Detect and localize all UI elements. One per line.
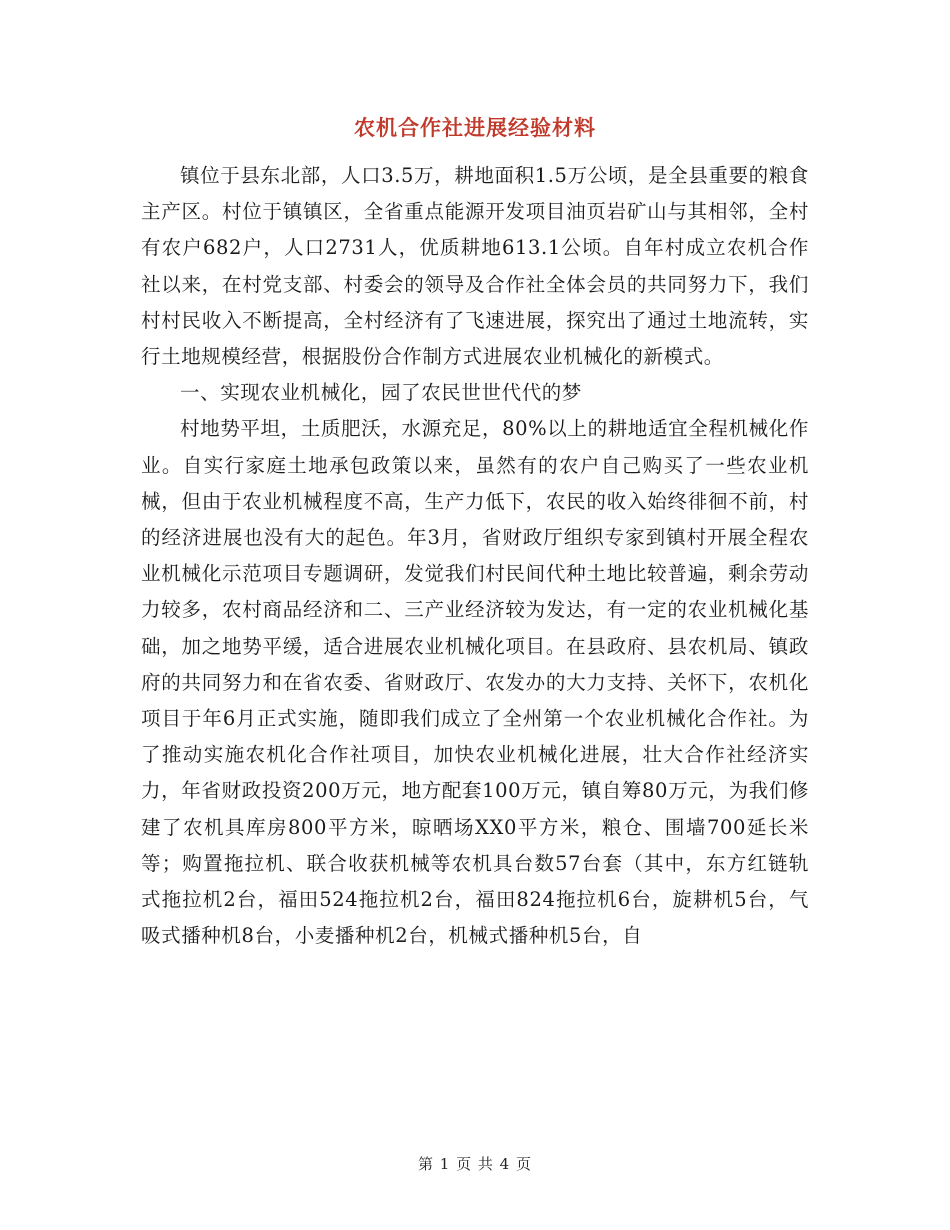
section-heading-1: 一、实现农业机械化，园了农民世世代代的梦 bbox=[180, 381, 583, 405]
document-body bbox=[141, 158, 809, 954]
paragraph-section-1: 村地势平坦，土质肥沃，水源充足，80%以上的耕地适宜全程机械化作业。自实行家庭土地承包政策以来，虽然有的农户自己购买了一些农业机械，但由于农业机械程度不高，生产力低下，农民的收入始终徘徊不前，村的经济进展也没有大的起色。年3月，省财政厅组织专家到镇村开展全程农业机械化示范项目专题调研，发觉我们村民间代种土地比较普遍，剩余劳动力较多，农村商品经济和二、三产业经济较为发达，有一定的农业机械化基础，加之地势平缓，适合进展农业机械化项目。在县政府、县农机局、镇政府的共同努力和在省农委、省财政厅、农发办的大力支持、关怀下，农机化项目于年6月正式实施，随即我们成立了全州第一个农业机械化合作社。为了推动实施农机化合作社项目，加快农业机械化进展，壮大合作社经济实力，年省财政投资200万元，地方配套100万元，镇自筹80万元，为我们修建了农机具库房800平方米，晾晒场XX0平方米，粮仓、围墙700延长米等；购置拖拉机、联合收获机械等农机具台数57台套（其中，东方红链轨式拖拉机2台，福田524拖拉机2台，福田824拖拉机6台，旋耕机5台，气吸式播种机8台，小麦播种机2台，机械式播种机5台，自 bbox=[141, 417, 809, 948]
paragraph-intro: 镇位于县东北部，人口3.5万，耕地面积1.5万公顷，是全县重要的粮食主产区。村位于镇镇区，全省重点能源开发项目油页岩矿山与其相邻，全村有农户682户，人口2731人，优质耕地613.1公顷。自年村成立农机合作社以来，在村党支部、村委会的领导及合作社全体会员的共同努力下，我们村村民收入不断提高，全村经济有了飞速进展，探究出了通过土地流转，实行土地规模经营，根据股份合作制方式进展农业机械化的新模式。 bbox=[141, 164, 809, 369]
document-title: 农机合作社进展经验材料 bbox=[354, 115, 596, 140]
page-number-footer: 第 1 页 共 4 页 bbox=[418, 1155, 532, 1173]
